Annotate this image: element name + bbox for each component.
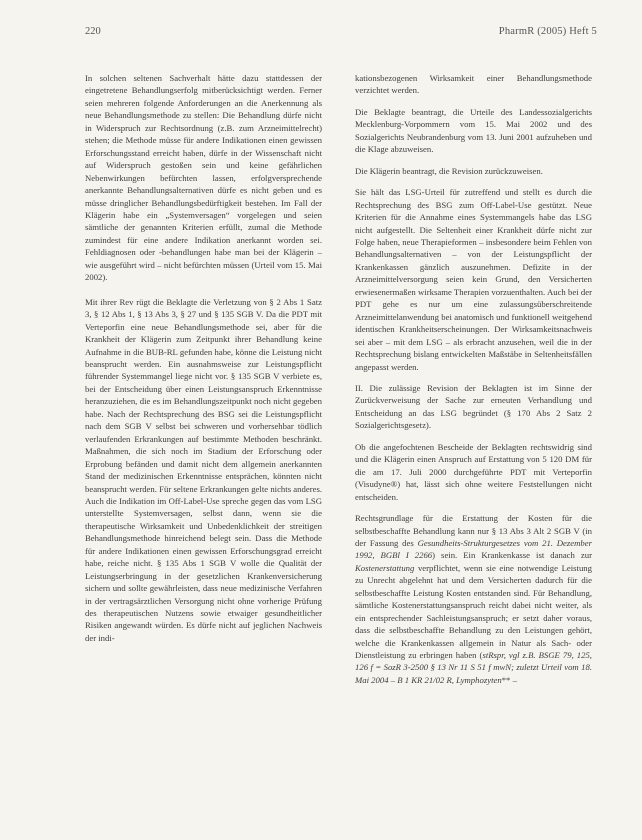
paragraph: Mit ihrer Rev rügt die Beklagte die Verletzung von § 2 Abs 1 Satz 3, § 12 Abs 1, § 13 Abs 3, § 27 und § 135 SGB V. Da die PDT mit Verteporfin eine neue Behandlungsmethode sei, aber für die Krankheit der Klägerin zum Zeitpunkt ihrer Behandlung keine Aufnahme in die BUB-RL gefunden habe, könne die Leistung nicht beansprucht werden. Ein ausnahmsweise zur Leistungspflicht führender Systemmangel liege nicht vor. § 135 SGB V verbiete es, bei der Entscheidung über einen Leistungsanspruch Erkenntnisse heranzuziehen, die es im Behandlungszeitpunkt noch nicht gegeben habe. Nach der Rechtsprechung des BSG sei die Leistungspflicht nach dem SGB V selbst bei schweren und vorhersehbar tödlich verlaufenden Erkrankungen auf bestimmte Methoden beschränkt. Maßnahmen, die sich noch im Stadium der Erforschung oder Erprobung befänden und damit nicht dem allgemein anerkannten Stand der medizinischen Erkenntnisse entsprächen, könnten nicht beansprucht werden. Für seltene Erkrankungen gelte nichts anderes. Auch die Indikation im Off-Label-Use spreche gegen das vom LSG unterstellte Systemversagen, selbst dann, wenn sie die therapeutische Wirksamkeit und Unbedenklichkeit der streitigen Behandlungsmethode hinreichend belegt sein. Dass die Methode für andere Indikationen einen gewissen Erforschungsgrad erreicht habe, reiche nicht. § 135 Abs 1 SGB V wolle die Qualität der Leistungserbringung in der gesetzlichen Krankenversicherung sichern und sollte gewährleisten, dass neue medizinische Verfahren in der vertragsärztlichen Versorgung nicht ohne vorherige Prüfung des therapeutischen Nutzens sowie etwaiger gesundheitlicher Risiken angewandt würden. Es dürfe nicht auf jeglichen Nachweis der indi- (85, 296, 322, 643)
text-run: ** – (501, 674, 517, 685)
emphasis: stRspr, vgl z.B. BSGE 79, 125, 126 f = SozR 3-2500 § 13 Nr 11 S 51 f mwN; zuletzt Urteil vom 18. Mai 2004 – B 1 KR 21/02 R, (355, 650, 592, 685)
emphasis: Kostenerstattung (355, 562, 415, 573)
paragraph: Die Beklagte beantragt, die Urteile des Landessozialgerichts Mecklenburg-Vorpommern vom 15. Mai 2002 und des Sozialgerichts Neubrandenburg vom 13. Juni 2001 aufzuheben und die Klage abzuweisen. (355, 106, 592, 155)
left-column (85, 72, 322, 656)
right-column (355, 72, 592, 695)
paragraph (355, 512, 592, 686)
text-run: Rechtsgrundlage für die Erstattung der Kosten für die selbstbeschaffte Behandlung kann nur § 13 Abs 3 Alt 2 SGB V (in der Fassung des (355, 513, 592, 548)
text-run: verpflichtet, wenn sie eine notwendige Leistung zu Unrecht abgelehnt hat und dem Versicherten dadurch für die selbstbeschaffte Leistung Kosten entstanden sind. Für Behandlung, sämtliche Kostenerstattungsanspruch reicht dabei nicht weiter, als ein entsprechender Sachleistungsanspruch; er setzt daher voraus, dass die selbstbeschaffte Behandlung zu den Leistungen gehört, welche die Krankenkassen allgemein in Natur als Sach- oder Dienstleistung zu erbringen haben ( (355, 562, 592, 661)
paragraph: kationsbezogenen Wirksamkeit einer Behandlungsmethode verzichtet werden. (355, 73, 592, 96)
page-number: 220 (85, 26, 101, 37)
paragraph: In solchen seltenen Sachverhalt hätte dazu stattdessen der eingetretene Behandlungserfolg mitberücksichtigt werden. Ferner seien mehreren folgende Anforderungen an die Anerkennung als neue Behandlungsmethode zu stellen: Die Behandlung dürfe nicht in Widerspruch zur Rechtsordnung (z.B. zum Arzneimittelrecht) stehen; die Methode müsse für andere Indikationen einen gewissen Erforschungsstand erreicht haben, dürfe in der Wissenschaft nicht auf Widerspruch gestoßen sein und keine gefährlichen Nebenwirkungen befürchten lassen, erfolgversprechende anerkannte Behandlungsalternativen dürfe es nicht geben und es müsse dringlicher Behandlungsbedürftigkeit bestehen. Im Fall der Klägerin habe ein „Systemversagen“ vorgelegen und seien sämtliche der genannten Kriterien erfüllt, zumal die Methode zumindest für eine andere Indikation anerkannt worden sei. Fehldiagnosen oder -behandlungen habe man bei der Klägerin – wie ausgeführt wird – nicht befürchten müssen (Urteil vom 15. Mai 2002). (85, 73, 322, 283)
text-run: ) sein. Ein Krankenkasse ist danach zur (432, 550, 592, 561)
page-header (85, 26, 597, 40)
journal-reference: PharmR (2005) Heft 5 (498, 26, 597, 37)
paragraph: Die Klägerin beantragt, die Revision zurückzuweisen. (355, 165, 543, 176)
paragraph: Ob die angefochtenen Bescheide der Beklagten rechtswidrig sind und die Klägerin einen Anspruch auf Erstattung von 5 120 DM für die am 17. Juli 2000 durchgeführte PDT mit Verteporfin (Visudyne®) hat, lässt sich ohne weitere Feststellungen nicht entscheiden. (355, 441, 592, 502)
paragraph: Sie hält das LSG-Urteil für zutreffend und stellt es durch die Rechtsprechung des BSG zum Off-Label-Use gestützt. Neue Kriterien für die Annahme eines Systemmangels habe das LSG nicht aufgestellt. Die Seltenheit einer Krankheit dürfe nicht zur Folge haben, neue Therapieformen – insbesondere beim Fehlen von Behandlungsalternativen – von der Leistungspflicht der Krankenkassen gänzlich auszunehmen. Defizite in der Arzneimittelversorgung seien kein Grund, den Versicherten erwiesenermaßen wirksame Therapien vorzuenthalten. Auch bei der PDT gehe es nur um eine zulassungsüberschreitende Arzneimittelanwendung bei anatomisch und funktionell weitgehend identischen Krankheitserscheinungen. Der Wirksamkeitsnachweis sei aber – mit dem LSG – als erbracht anzusehen, weil die in der Rechtsprechung bislang entwickelten Maßstäbe in Seltenheitsfällen angepasst werden. (355, 187, 592, 372)
paragraph: II. Die zulässige Revision der Beklagten ist im Sinne der Zurückverweisung der Sache zur erneuten Verhandlung und Entscheidung an das LSG begründet (§ 170 Abs 2 Satz 2 Sozialgerichtsgesetz). (355, 382, 592, 431)
emphasis: Gesundheits-Strukturgesetzes vom 21. Dezember 1992, BGBl I 2266 (355, 537, 592, 561)
emphasis: Lymphozyten (456, 674, 502, 685)
